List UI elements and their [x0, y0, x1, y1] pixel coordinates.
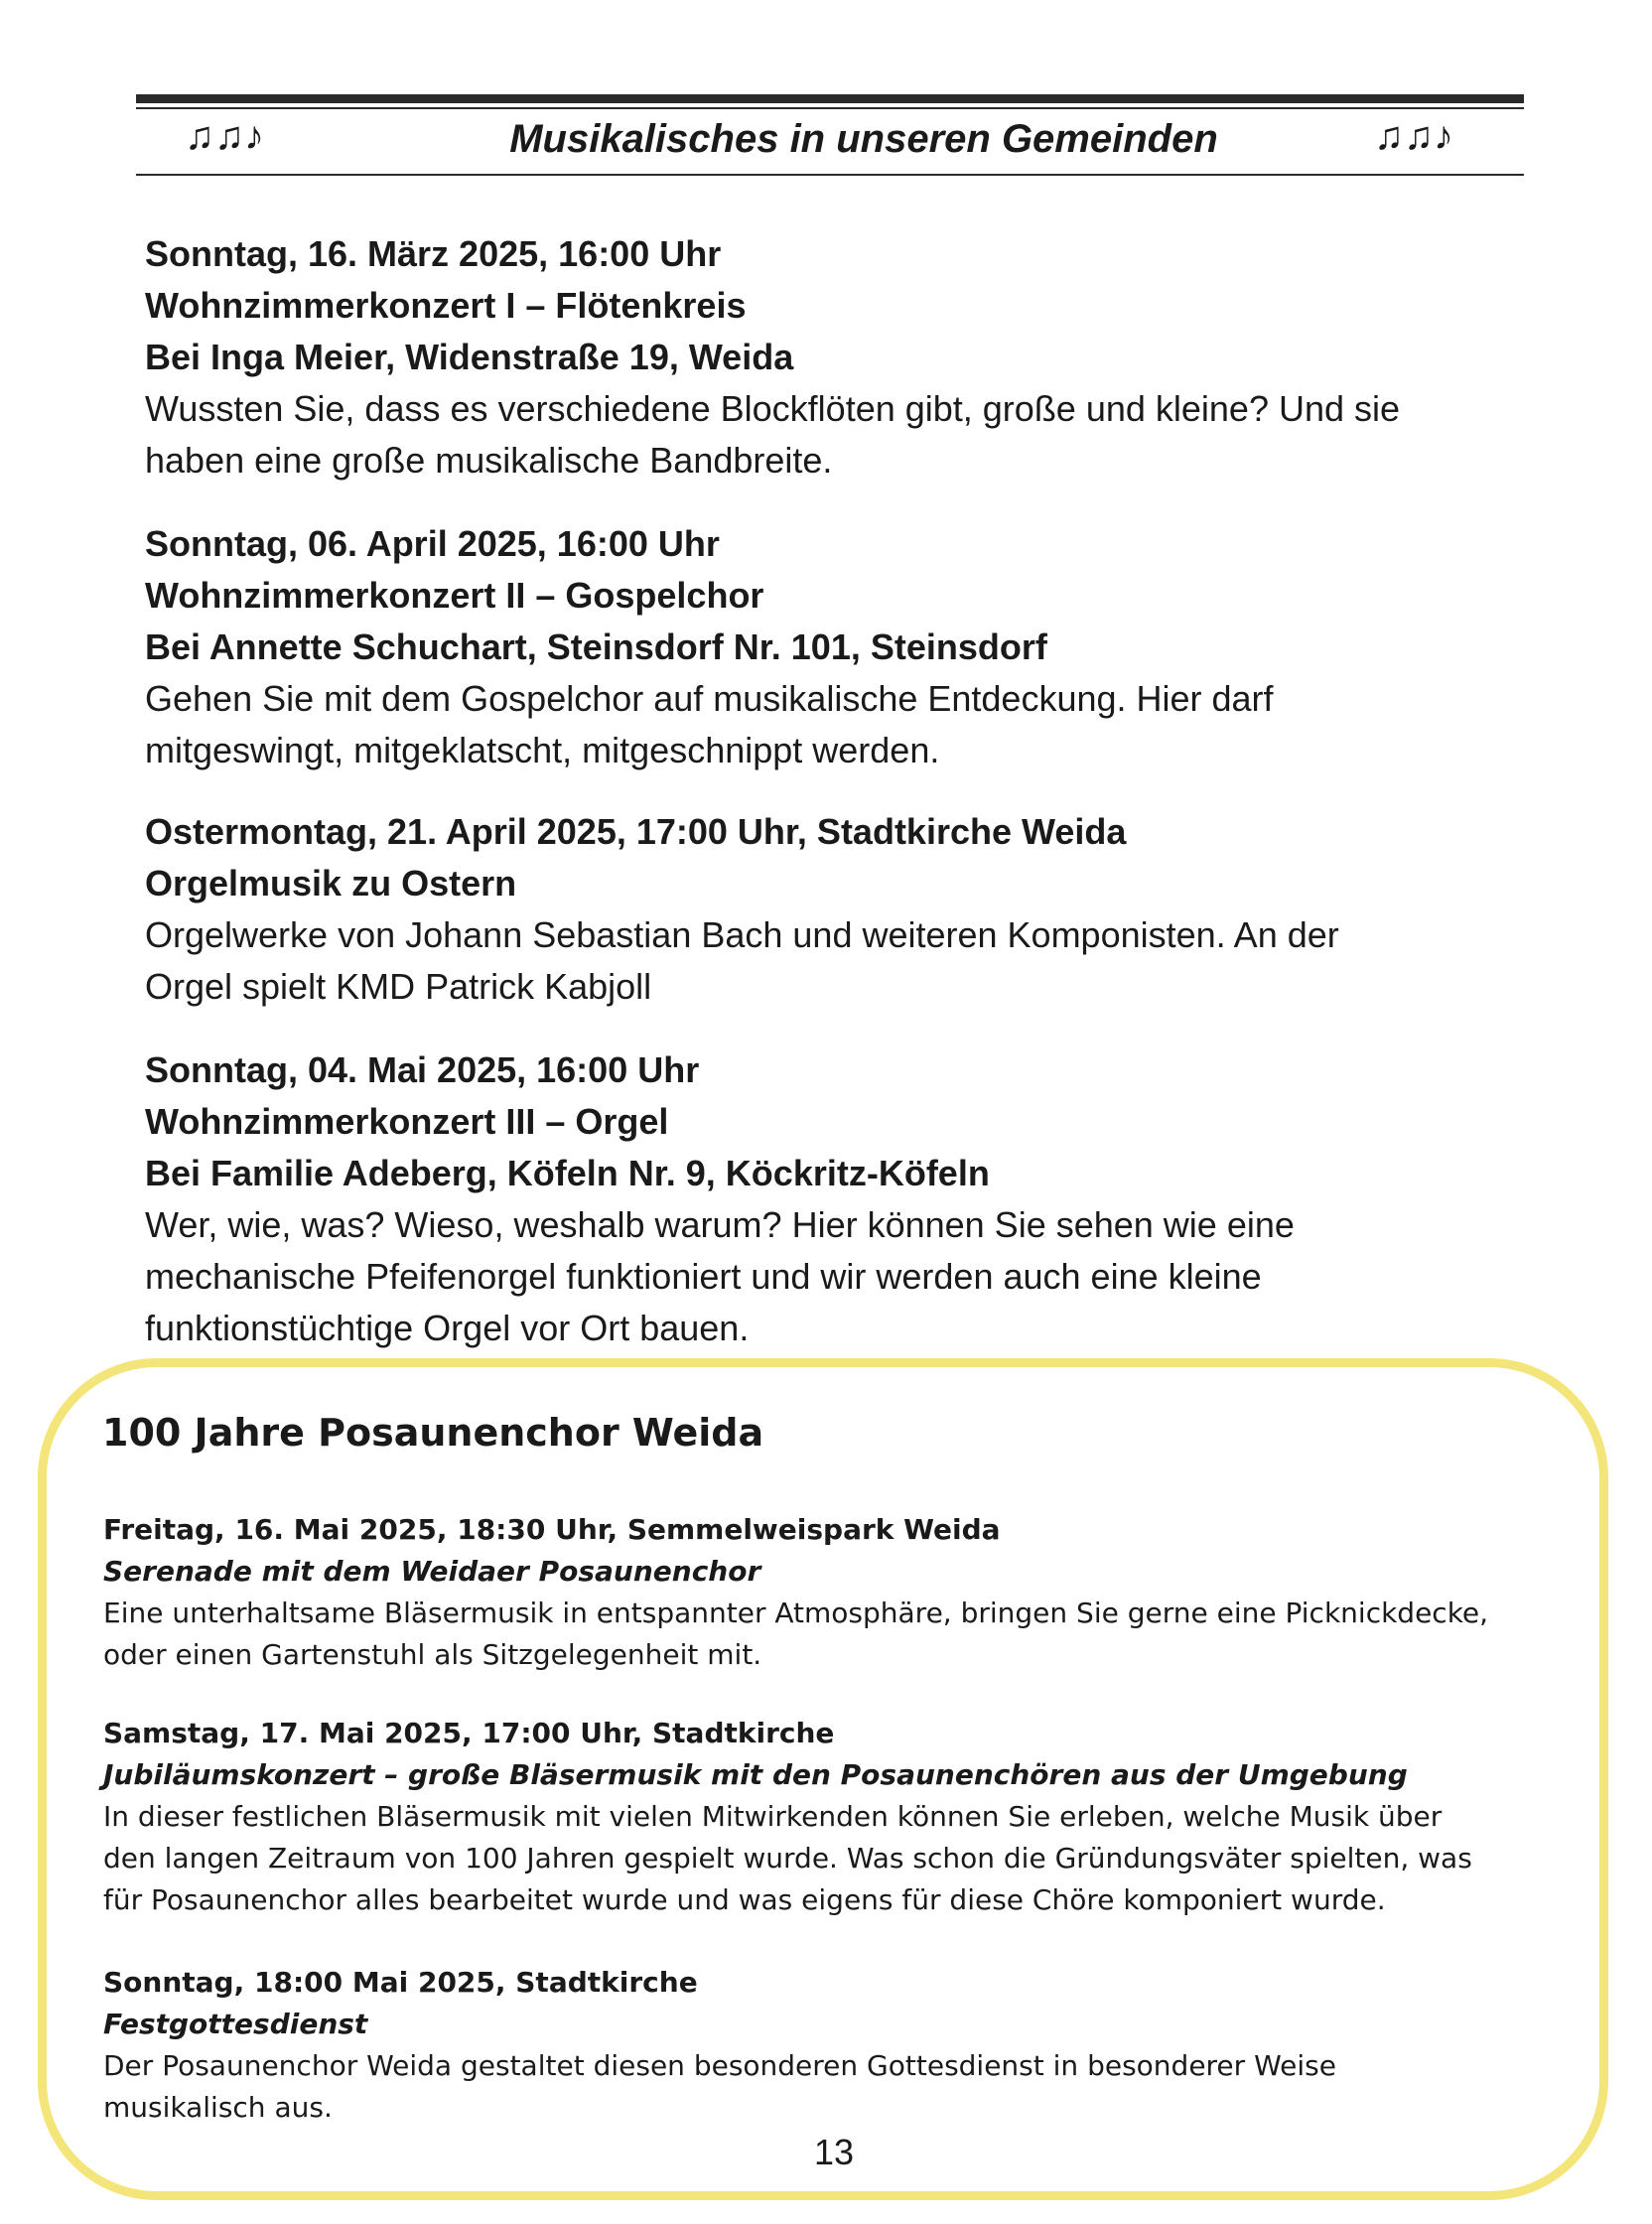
event-description: Wussten Sie, dass es verschiedene Blockflöten gibt, große und kleine? Und sie — [145, 388, 1401, 429]
event-title: Wohnzimmerkonzert II – Gospelchor — [145, 575, 764, 616]
anniversary-event-title: Serenade mit dem Weidaer Posaunenchor — [103, 1555, 761, 1588]
anniversary-event — [103, 1713, 1592, 1921]
event-location: Bei Familie Adeberg, Köfeln Nr. 9, Köckritz-Köfeln — [145, 1153, 990, 1193]
header-rule-top-thin — [136, 107, 1524, 109]
event-title: Wohnzimmerkonzert III – Orgel — [145, 1101, 669, 1142]
anniversary-event-description: für Posaunenchor alles bearbeitet wurde und was eigens für diese Chöre komponiert wurde. — [103, 1883, 1386, 1916]
event-location: Bei Annette Schuchart, Steinsdorf Nr. 101, Steinsdorf — [145, 626, 1047, 667]
event-description: Orgel spielt KMD Patrick Kabjoll — [145, 966, 652, 1007]
event-description: haben eine große musikalische Bandbreite. — [145, 440, 833, 481]
anniversary-event-title: Jubiläumskonzert – große Bläsermusik mit den Posaunenchören aus der Umgebung — [103, 1758, 1408, 1791]
event-description: mitgeswingt, mitgeklatscht, mitgeschnippt werden. — [145, 730, 940, 770]
event-date: Sonntag, 06. April 2025, 16:00 Uhr — [145, 523, 720, 564]
anniversary-event-description: Der Posaunenchor Weida gestaltet diesen besonderen Gottesdienst in besonderer Weise — [103, 2049, 1336, 2082]
event-block — [145, 1044, 1535, 1354]
anniversary-event-description: Eine unterhaltsame Bläsermusik in entspannter Atmosphäre, bringen Sie gerne eine Picknickdecke, — [103, 1597, 1489, 1629]
event-description: Gehen Sie mit dem Gospelchor auf musikalische Entdeckung. Hier darf — [145, 678, 1274, 719]
event-date: Sonntag, 16. März 2025, 16:00 Uhr — [145, 233, 722, 274]
anniversary-event-date: Samstag, 17. Mai 2025, 17:00 Uhr, Stadtkirche — [103, 1717, 835, 1749]
event-description: mechanische Pfeifenorgel funktioniert und wir werden auch eine kleine — [145, 1256, 1262, 1297]
anniversary-event-description: oder einen Gartenstuhl als Sitzgelegenheit mit. — [103, 1638, 762, 1671]
event-block — [145, 228, 1535, 486]
event-description: funktionstüchtige Orgel vor Ort bauen. — [145, 1308, 750, 1348]
event-location: Bei Inga Meier, Widenstraße 19, Weida — [145, 337, 794, 377]
anniversary-event-title: Festgottesdienst — [103, 2008, 368, 2040]
event-description: Wer, wie, was? Wieso, weshalb warum? Hier können Sie sehen wie eine — [145, 1204, 1295, 1245]
event-date: Ostermontag, 21. April 2025, 17:00 Uhr, Stadtkirche Weida — [145, 811, 1127, 852]
event-title: Wohnzimmerkonzert I – Flötenkreis — [145, 285, 747, 326]
header-rule-top — [136, 94, 1524, 103]
page-number: 13 — [813, 2132, 855, 2172]
anniversary-event — [103, 1509, 1592, 1676]
event-description: Orgelwerke von Johann Sebastian Bach und weiteren Komponisten. An der — [145, 914, 1339, 955]
music-notes-icon: ♫♫♪ — [1374, 114, 1453, 158]
event-title: Orgelmusik zu Ostern — [145, 863, 517, 904]
event-date: Sonntag, 04. Mai 2025, 16:00 Uhr — [145, 1049, 700, 1090]
anniversary-event — [103, 1962, 1592, 2129]
event-block — [145, 806, 1535, 1013]
anniversary-title: 100 Jahre Posaunenchor Weida — [102, 1411, 764, 1455]
anniversary-event-description: musikalisch aus. — [103, 2091, 333, 2124]
anniversary-event-date: Sonntag, 18:00 Mai 2025, Stadtkirche — [103, 1966, 698, 1999]
section-title: Musikalisches in unseren Gemeinden — [509, 117, 1218, 161]
music-notes-icon: ♫♫♪ — [185, 114, 264, 158]
header-rule-bottom — [136, 174, 1524, 176]
event-block — [145, 518, 1535, 776]
anniversary-event-description: In dieser festlichen Bläsermusik mit vielen Mitwirkenden können Sie erleben, welche Musik über — [103, 1800, 1443, 1833]
anniversary-event-description: den langen Zeitraum von 100 Jahren gespielt wurde. Was schon die Gründungsväter spielten, was — [103, 1842, 1472, 1875]
anniversary-event-date: Freitag, 16. Mai 2025, 18:30 Uhr, Semmelweispark Weida — [103, 1513, 1001, 1546]
